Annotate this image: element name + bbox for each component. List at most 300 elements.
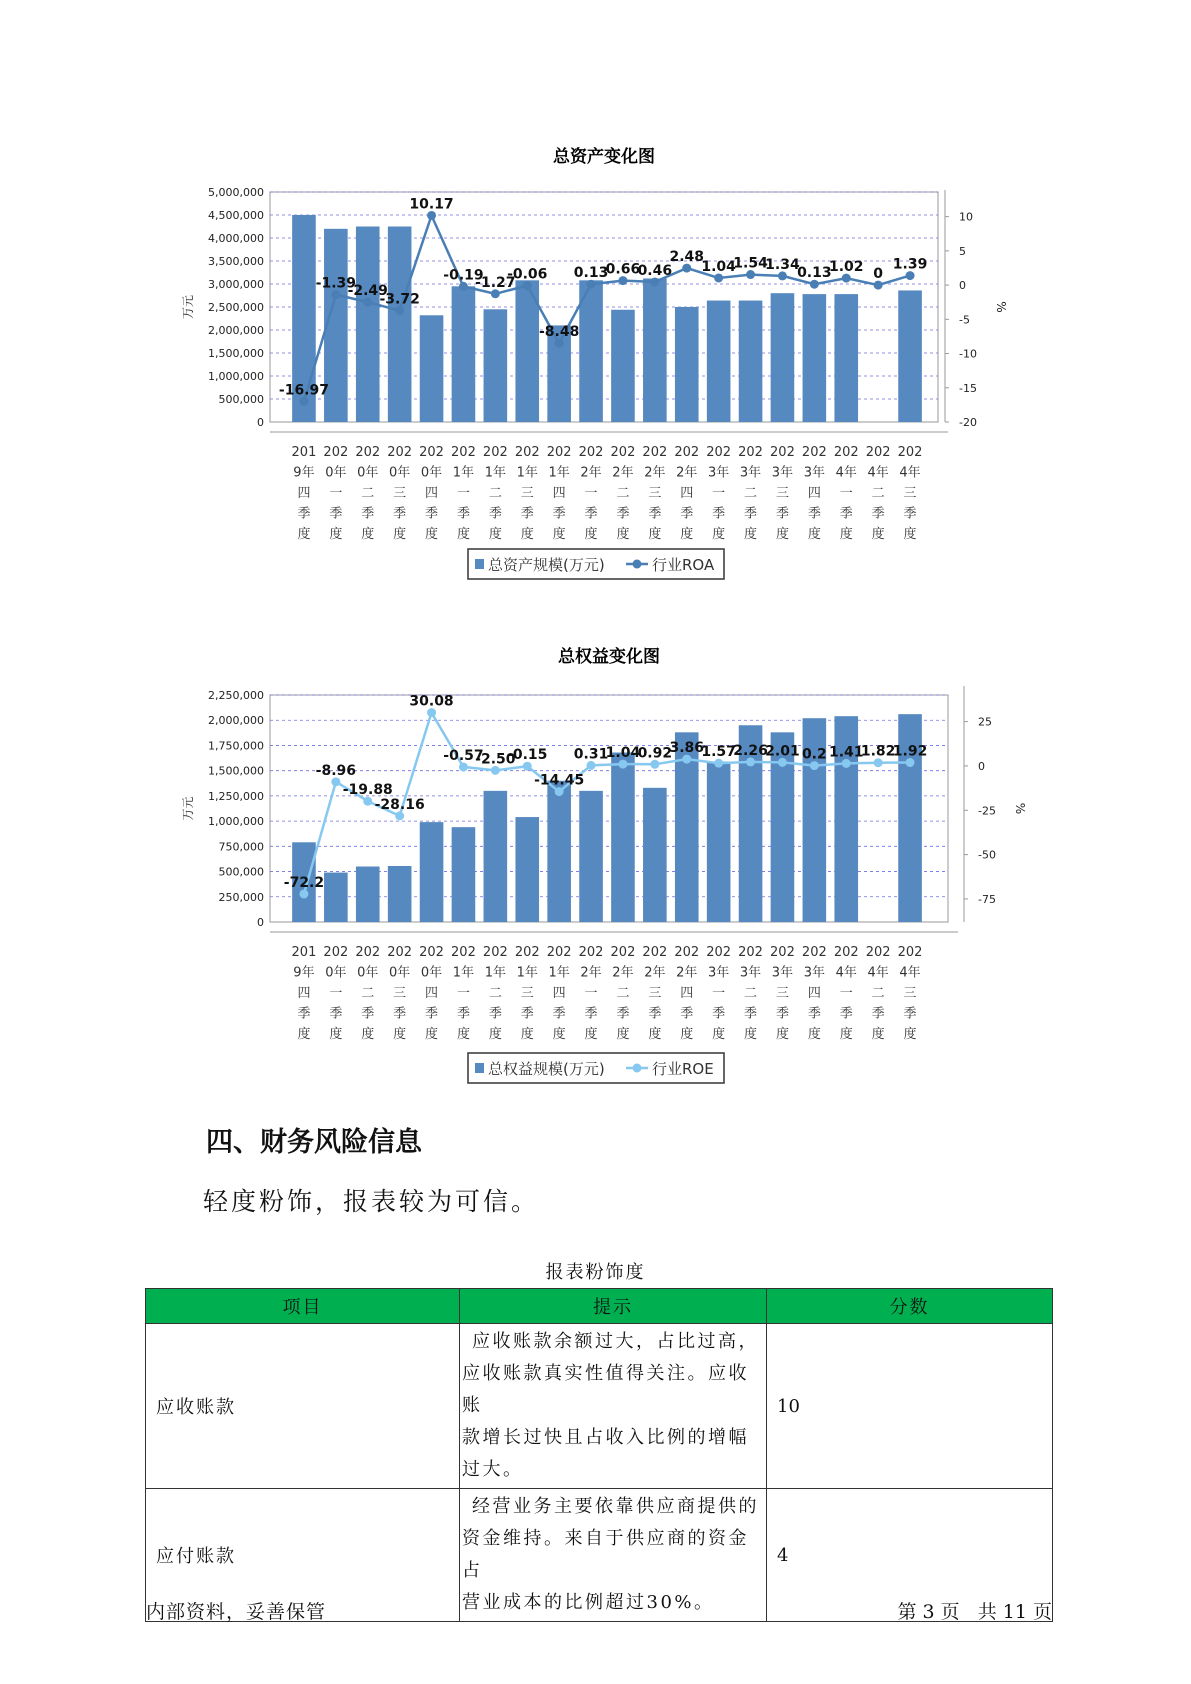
data-label: -3.72 xyxy=(379,291,420,308)
data-label: 1.39 xyxy=(892,256,928,273)
header-score: 分数 xyxy=(767,1289,1053,1324)
footer-confidential: 内部资料，妥善保管 xyxy=(146,1601,327,1623)
y-tick-label: 1,000,000 xyxy=(208,815,264,829)
x-tick-label: 季 xyxy=(839,506,853,522)
x-tick-label: 三 xyxy=(520,986,534,1001)
x-tick-label: 度 xyxy=(839,527,853,542)
x-tick-label: 202 xyxy=(546,945,572,960)
x-tick-label: 3年 xyxy=(771,465,794,481)
x-tick-label: 季 xyxy=(680,1006,694,1022)
x-tick-label: 度 xyxy=(329,527,343,542)
x-tick-label: 季 xyxy=(297,1006,311,1022)
data-label: 0.92 xyxy=(637,745,673,762)
chart-title: 总权益变化图 xyxy=(558,647,660,667)
x-tick-label: 季 xyxy=(456,1006,470,1022)
x-tick-label: 度 xyxy=(488,527,502,542)
x-tick-label: 3年 xyxy=(803,465,825,481)
x-tick-label: 度 xyxy=(520,1027,534,1042)
data-label: -1.27 xyxy=(475,274,516,291)
x-tick-label: 季 xyxy=(712,1006,726,1022)
x-tick-label: 三 xyxy=(520,486,534,501)
x-tick-label: 一 xyxy=(456,486,470,501)
y-tick-label: 0 xyxy=(257,416,264,429)
data-label: -72.2 xyxy=(283,874,325,891)
y-tick-label: 0 xyxy=(257,916,264,929)
x-tick-label: 一 xyxy=(456,986,470,1001)
hint-line: 应收账款真实性值得关注。应收账 xyxy=(462,1363,749,1416)
x-tick-label: 四 xyxy=(425,986,439,1001)
x-tick-label: 季 xyxy=(648,1006,662,1022)
x-tick-label: 季 xyxy=(807,506,821,522)
x-tick-label: 1年 xyxy=(452,965,475,981)
x-tick-label: 度 xyxy=(393,527,407,542)
hint-line: 营业成本的比例超过30%。 xyxy=(462,1592,715,1613)
x-tick-label: 202 xyxy=(706,945,732,960)
x-tick-label: 0年 xyxy=(389,965,411,981)
x-tick-label: 三 xyxy=(775,986,789,1001)
y-tick-label: 1,500,000 xyxy=(208,347,264,360)
x-tick-label: 202 xyxy=(738,445,763,460)
x-tick-label: 季 xyxy=(616,506,630,522)
y2-tick-label: -5 xyxy=(959,313,970,327)
y2-tick-label: -10 xyxy=(959,347,977,361)
legend-line-marker xyxy=(633,560,642,569)
x-tick-label: 四 xyxy=(807,486,821,501)
bar xyxy=(675,307,699,422)
data-label: -2.49 xyxy=(347,283,388,300)
x-tick-label: 202 xyxy=(578,445,604,460)
x-tick-label: 度 xyxy=(839,1027,853,1042)
x-tick-label: 季 xyxy=(744,506,758,522)
x-tick-label: 202 xyxy=(801,445,827,460)
x-tick-label: 四 xyxy=(807,986,821,1001)
x-tick-label: 202 xyxy=(833,945,859,960)
x-tick-label: 季 xyxy=(584,1006,598,1022)
x-tick-label: 度 xyxy=(297,527,311,542)
y-tick-label: 3,000,000 xyxy=(208,278,264,291)
x-tick-label: 季 xyxy=(712,506,726,522)
y-tick-label: 2,250,000 xyxy=(208,689,264,702)
legend-bar-label: 总资产规模(万元) xyxy=(488,556,605,574)
x-tick-label: 度 xyxy=(680,527,694,542)
legend-line-marker xyxy=(633,1064,642,1073)
x-tick-label: 季 xyxy=(584,506,598,522)
y-axis-title: 万元 xyxy=(181,294,195,320)
row-score: 4 xyxy=(767,1489,1053,1622)
y-tick-label: 1,000,000 xyxy=(208,370,264,383)
x-tick-label: 二 xyxy=(361,986,375,1001)
x-tick-label: 季 xyxy=(775,506,789,522)
x-tick-label: 202 xyxy=(833,445,859,460)
bar xyxy=(324,873,348,922)
x-tick-label: 度 xyxy=(648,1027,662,1042)
x-tick-label: 3年 xyxy=(771,965,794,981)
x-tick-label: 度 xyxy=(393,1027,407,1042)
x-tick-label: 202 xyxy=(897,445,923,460)
bar xyxy=(707,301,731,422)
x-tick-label: 三 xyxy=(775,486,789,501)
x-tick-label: 二 xyxy=(871,986,885,1001)
y-tick-label: 500,000 xyxy=(218,393,264,406)
x-tick-label: 度 xyxy=(584,527,598,542)
data-label: 3.86 xyxy=(669,740,705,757)
x-tick-label: 三 xyxy=(648,486,662,501)
x-tick-label: 202 xyxy=(514,945,540,960)
x-tick-label: 度 xyxy=(456,527,470,542)
legend-bar-swatch xyxy=(475,1063,484,1073)
x-tick-label: 季 xyxy=(807,1006,821,1022)
x-tick-label: 9年 xyxy=(293,965,315,981)
x-tick-label: 202 xyxy=(387,945,413,960)
x-tick-label: 季 xyxy=(361,506,375,522)
x-tick-label: 度 xyxy=(425,527,439,542)
x-tick-label: 度 xyxy=(775,527,789,542)
y2-tick-label: 5 xyxy=(959,244,966,258)
x-tick-label: 1年 xyxy=(484,965,506,981)
bar xyxy=(420,315,444,422)
x-tick-label: 202 xyxy=(355,945,381,960)
x-tick-label: 4年 xyxy=(835,965,857,981)
x-tick-label: 度 xyxy=(552,1027,566,1042)
total-assets-chart xyxy=(0,140,1191,600)
x-tick-label: 2年 xyxy=(644,965,666,981)
data-label: -8.48 xyxy=(538,324,580,341)
y-tick-label: 1,750,000 xyxy=(208,739,264,753)
data-label: 0.46 xyxy=(637,262,673,279)
x-tick-label: 度 xyxy=(903,527,917,542)
x-tick-label: 一 xyxy=(329,986,343,1001)
x-tick-label: 度 xyxy=(871,1027,885,1042)
x-tick-label: 度 xyxy=(456,1027,470,1042)
y2-tick-label: -15 xyxy=(959,381,977,395)
x-tick-label: 一 xyxy=(839,486,853,501)
y2-tick-label: -50 xyxy=(978,848,996,862)
x-tick-label: 四 xyxy=(297,986,311,1001)
y-tick-label: 4,000,000 xyxy=(208,232,264,245)
x-tick-label: 202 xyxy=(451,445,476,460)
data-label: 2.01 xyxy=(765,743,800,760)
x-tick-label: 度 xyxy=(744,1027,758,1042)
x-tick-label: 0年 xyxy=(389,465,411,481)
row-item: 应收账款 xyxy=(146,1324,460,1489)
data-label: 0.13 xyxy=(797,265,832,282)
x-tick-label: 二 xyxy=(744,486,758,501)
x-tick-label: 202 xyxy=(419,445,444,460)
x-tick-label: 3年 xyxy=(708,465,730,481)
x-tick-label: 202 xyxy=(419,945,444,960)
bar xyxy=(643,278,667,422)
legend-line-label: 行业ROE xyxy=(652,1060,714,1078)
y2-tick-label: 25 xyxy=(978,715,992,729)
x-tick-label: 4年 xyxy=(835,465,857,481)
x-tick-label: 二 xyxy=(871,486,885,501)
x-tick-label: 202 xyxy=(578,945,604,960)
bar xyxy=(484,791,508,922)
x-tick-label: 季 xyxy=(297,506,311,522)
x-tick-label: 度 xyxy=(712,1027,726,1042)
x-tick-label: 201 xyxy=(291,445,317,460)
y-tick-label: 4,500,000 xyxy=(208,209,264,222)
x-tick-label: 2年 xyxy=(676,965,698,981)
x-tick-label: 202 xyxy=(355,445,381,460)
x-tick-label: 季 xyxy=(903,506,917,522)
x-tick-label: 度 xyxy=(297,1027,311,1042)
x-tick-label: 度 xyxy=(871,527,885,542)
total-equity-chart xyxy=(0,640,1191,1100)
x-tick-label: 一 xyxy=(584,986,598,1001)
x-tick-label: 季 xyxy=(488,506,502,522)
x-tick-label: 201 xyxy=(291,945,317,960)
x-tick-label: 202 xyxy=(610,945,636,960)
x-tick-label: 四 xyxy=(552,486,566,501)
x-tick-label: 度 xyxy=(616,527,630,542)
x-tick-label: 度 xyxy=(807,1027,821,1042)
x-tick-label: 202 xyxy=(546,445,572,460)
x-tick-label: 季 xyxy=(871,1006,885,1022)
header-item: 项目 xyxy=(146,1289,460,1324)
data-label: 1.34 xyxy=(765,256,800,273)
data-label: 2.26 xyxy=(733,742,768,759)
x-tick-label: 202 xyxy=(642,945,668,960)
data-label: 1.02 xyxy=(828,259,864,276)
x-tick-label: 度 xyxy=(425,1027,439,1042)
x-tick-label: 4年 xyxy=(867,965,889,981)
data-label: -2.50 xyxy=(475,751,516,768)
data-label: 30.08 xyxy=(409,693,454,710)
data-label: -28.16 xyxy=(374,796,425,813)
footer-page-number: 第 3 页 共 11 页 xyxy=(897,1601,1052,1623)
data-label: -0.19 xyxy=(443,267,484,284)
bar xyxy=(452,286,476,422)
x-tick-label: 1年 xyxy=(548,465,570,481)
x-tick-label: 季 xyxy=(616,1006,630,1022)
y2-tick-label: -25 xyxy=(978,804,996,818)
x-tick-label: 202 xyxy=(706,445,732,460)
x-tick-label: 2年 xyxy=(580,465,602,481)
bar xyxy=(515,817,539,922)
x-tick-label: 2年 xyxy=(580,965,602,981)
x-tick-label: 季 xyxy=(680,506,694,522)
y2-axis-title: % xyxy=(994,301,1008,313)
data-label: -0.57 xyxy=(443,747,484,764)
x-tick-label: 度 xyxy=(584,1027,598,1042)
x-tick-label: 季 xyxy=(425,1006,439,1022)
x-tick-label: 季 xyxy=(456,506,470,522)
x-tick-label: 2年 xyxy=(612,465,634,481)
x-tick-label: 度 xyxy=(903,1027,917,1042)
x-tick-label: 3年 xyxy=(739,465,762,481)
x-tick-label: 度 xyxy=(775,1027,789,1042)
x-tick-label: 202 xyxy=(323,945,349,960)
x-tick-label: 二 xyxy=(488,986,502,1001)
y-tick-label: 2,000,000 xyxy=(208,324,264,337)
x-tick-label: 0年 xyxy=(325,465,347,481)
x-tick-label: 度 xyxy=(488,1027,502,1042)
x-tick-label: 季 xyxy=(361,1006,375,1022)
x-tick-label: 202 xyxy=(610,445,636,460)
x-tick-label: 202 xyxy=(770,945,795,960)
x-tick-label: 202 xyxy=(514,445,540,460)
section-summary: 轻度粉饰，报表较为可信。 xyxy=(203,1187,540,1216)
bar xyxy=(547,781,571,922)
x-tick-label: 二 xyxy=(744,986,758,1001)
x-tick-label: 202 xyxy=(323,445,349,460)
x-tick-label: 二 xyxy=(616,486,630,501)
x-tick-label: 202 xyxy=(801,945,827,960)
table-header-row xyxy=(146,1289,1053,1324)
x-tick-label: 202 xyxy=(482,445,508,460)
data-label: 1.92 xyxy=(892,743,928,760)
bar xyxy=(452,827,476,922)
x-tick-label: 季 xyxy=(425,506,439,522)
section-heading: 四、财务风险信息 xyxy=(206,1127,422,1158)
data-label: -16.97 xyxy=(278,382,329,399)
data-label: -19.88 xyxy=(342,782,393,799)
y-tick-label: 250,000 xyxy=(218,890,264,904)
x-tick-label: 202 xyxy=(865,945,891,960)
x-tick-label: 一 xyxy=(584,486,598,501)
y-tick-label: 1,500,000 xyxy=(208,764,264,778)
x-tick-label: 季 xyxy=(520,1006,534,1022)
x-tick-label: 季 xyxy=(329,1006,343,1022)
x-tick-label: 4年 xyxy=(867,465,889,481)
x-tick-label: 季 xyxy=(839,1006,853,1022)
data-label: -1.39 xyxy=(315,275,357,292)
x-tick-label: 一 xyxy=(329,486,343,501)
legend-bar-swatch xyxy=(475,559,484,569)
data-label: -0.06 xyxy=(507,266,548,283)
data-label: -14.45 xyxy=(534,772,585,789)
x-tick-label: 1年 xyxy=(452,465,475,481)
x-tick-label: 季 xyxy=(744,1006,758,1022)
x-tick-label: 度 xyxy=(744,527,758,542)
y-tick-label: 750,000 xyxy=(218,840,264,854)
bar xyxy=(484,309,508,422)
x-tick-label: 1年 xyxy=(484,465,506,481)
x-tick-label: 202 xyxy=(482,945,508,960)
data-label: 0 xyxy=(873,266,884,283)
x-tick-label: 季 xyxy=(871,506,885,522)
x-tick-label: 0年 xyxy=(420,465,443,481)
x-tick-label: 季 xyxy=(648,506,662,522)
x-tick-label: 季 xyxy=(520,506,534,522)
x-tick-label: 度 xyxy=(616,1027,630,1042)
x-tick-label: 0年 xyxy=(325,965,347,981)
bar xyxy=(771,293,795,422)
x-tick-label: 202 xyxy=(387,445,413,460)
bar xyxy=(388,227,412,423)
x-tick-label: 202 xyxy=(674,945,700,960)
x-tick-label: 度 xyxy=(807,527,821,542)
x-tick-label: 四 xyxy=(680,986,694,1001)
x-tick-label: 一 xyxy=(712,986,726,1001)
x-tick-label: 三 xyxy=(648,986,662,1001)
x-tick-label: 度 xyxy=(648,527,662,542)
y2-tick-label: -20 xyxy=(959,416,977,429)
x-tick-label: 二 xyxy=(616,986,630,1001)
x-tick-label: 0年 xyxy=(357,465,379,481)
data-label: 10.17 xyxy=(409,196,454,213)
x-tick-label: 2年 xyxy=(676,465,698,481)
x-tick-label: 2年 xyxy=(644,465,666,481)
hint-line: 过大。 xyxy=(462,1459,524,1480)
x-tick-label: 4年 xyxy=(899,465,921,481)
x-tick-label: 四 xyxy=(552,986,566,1001)
bar xyxy=(611,753,635,922)
data-label: -8.96 xyxy=(315,762,357,779)
x-tick-label: 二 xyxy=(361,486,375,501)
y-tick-label: 2,500,000 xyxy=(208,301,264,314)
y2-axis-title: % xyxy=(1013,802,1027,815)
bar xyxy=(707,762,731,922)
x-tick-label: 季 xyxy=(552,1006,566,1022)
y-tick-label: 500,000 xyxy=(218,865,264,879)
x-tick-label: 202 xyxy=(674,445,700,460)
table-row xyxy=(146,1324,1053,1489)
x-tick-label: 1年 xyxy=(516,965,538,981)
x-tick-label: 季 xyxy=(903,1006,917,1022)
risk-table xyxy=(145,1288,1053,1622)
row-hint xyxy=(460,1324,767,1489)
x-tick-label: 3年 xyxy=(708,965,730,981)
x-tick-label: 3年 xyxy=(739,965,762,981)
bar xyxy=(898,290,922,422)
data-label: 1.04 xyxy=(701,258,736,275)
bar xyxy=(803,294,827,422)
hint-line: 资金维持。来自于供应商的资金占 xyxy=(462,1528,749,1581)
y2-tick-label: -75 xyxy=(978,892,996,906)
bar xyxy=(388,866,412,922)
x-tick-label: 202 xyxy=(770,445,795,460)
data-label: 2.48 xyxy=(669,249,705,266)
x-tick-label: 季 xyxy=(552,506,566,522)
x-tick-label: 三 xyxy=(393,486,407,501)
y-tick-label: 1,250,000 xyxy=(208,789,264,803)
x-tick-label: 4年 xyxy=(899,965,921,981)
data-label: 0.66 xyxy=(605,261,641,278)
data-label: 0.2 xyxy=(801,746,827,763)
x-tick-label: 三 xyxy=(903,486,917,501)
legend-bar-label: 总权益规模(万元) xyxy=(488,1060,605,1078)
x-tick-label: 202 xyxy=(865,445,891,460)
x-tick-label: 202 xyxy=(451,945,476,960)
chart-title: 总资产变化图 xyxy=(553,147,655,167)
x-tick-label: 1年 xyxy=(548,965,570,981)
data-label: -0.15 xyxy=(507,747,548,764)
row-hint xyxy=(460,1489,767,1622)
table-caption: 报表粉饰度 xyxy=(545,1262,646,1283)
hint-line: 经营业务主要依靠供应商提供的 xyxy=(472,1496,759,1517)
bar xyxy=(356,867,380,922)
row-score: 10 xyxy=(767,1324,1053,1489)
y-tick-label: 3,500,000 xyxy=(208,255,264,268)
x-tick-label: 四 xyxy=(297,486,311,501)
x-tick-label: 1年 xyxy=(516,465,538,481)
hint-line: 应收账款余额过大，占比过高， xyxy=(472,1331,759,1352)
legend-line-label: 行业ROA xyxy=(652,556,715,574)
row-item: 应付账款 xyxy=(146,1489,460,1622)
x-tick-label: 度 xyxy=(712,527,726,542)
x-tick-label: 3年 xyxy=(803,965,825,981)
data-label: 1.82 xyxy=(860,743,896,760)
x-tick-label: 一 xyxy=(839,986,853,1001)
x-tick-label: 度 xyxy=(329,1027,343,1042)
x-tick-label: 季 xyxy=(393,1006,407,1022)
data-label: 0.31 xyxy=(573,746,609,763)
x-tick-label: 0年 xyxy=(420,965,443,981)
hint-line: 款增长过快且占收入比例的增幅 xyxy=(462,1427,749,1448)
bar xyxy=(643,788,667,922)
